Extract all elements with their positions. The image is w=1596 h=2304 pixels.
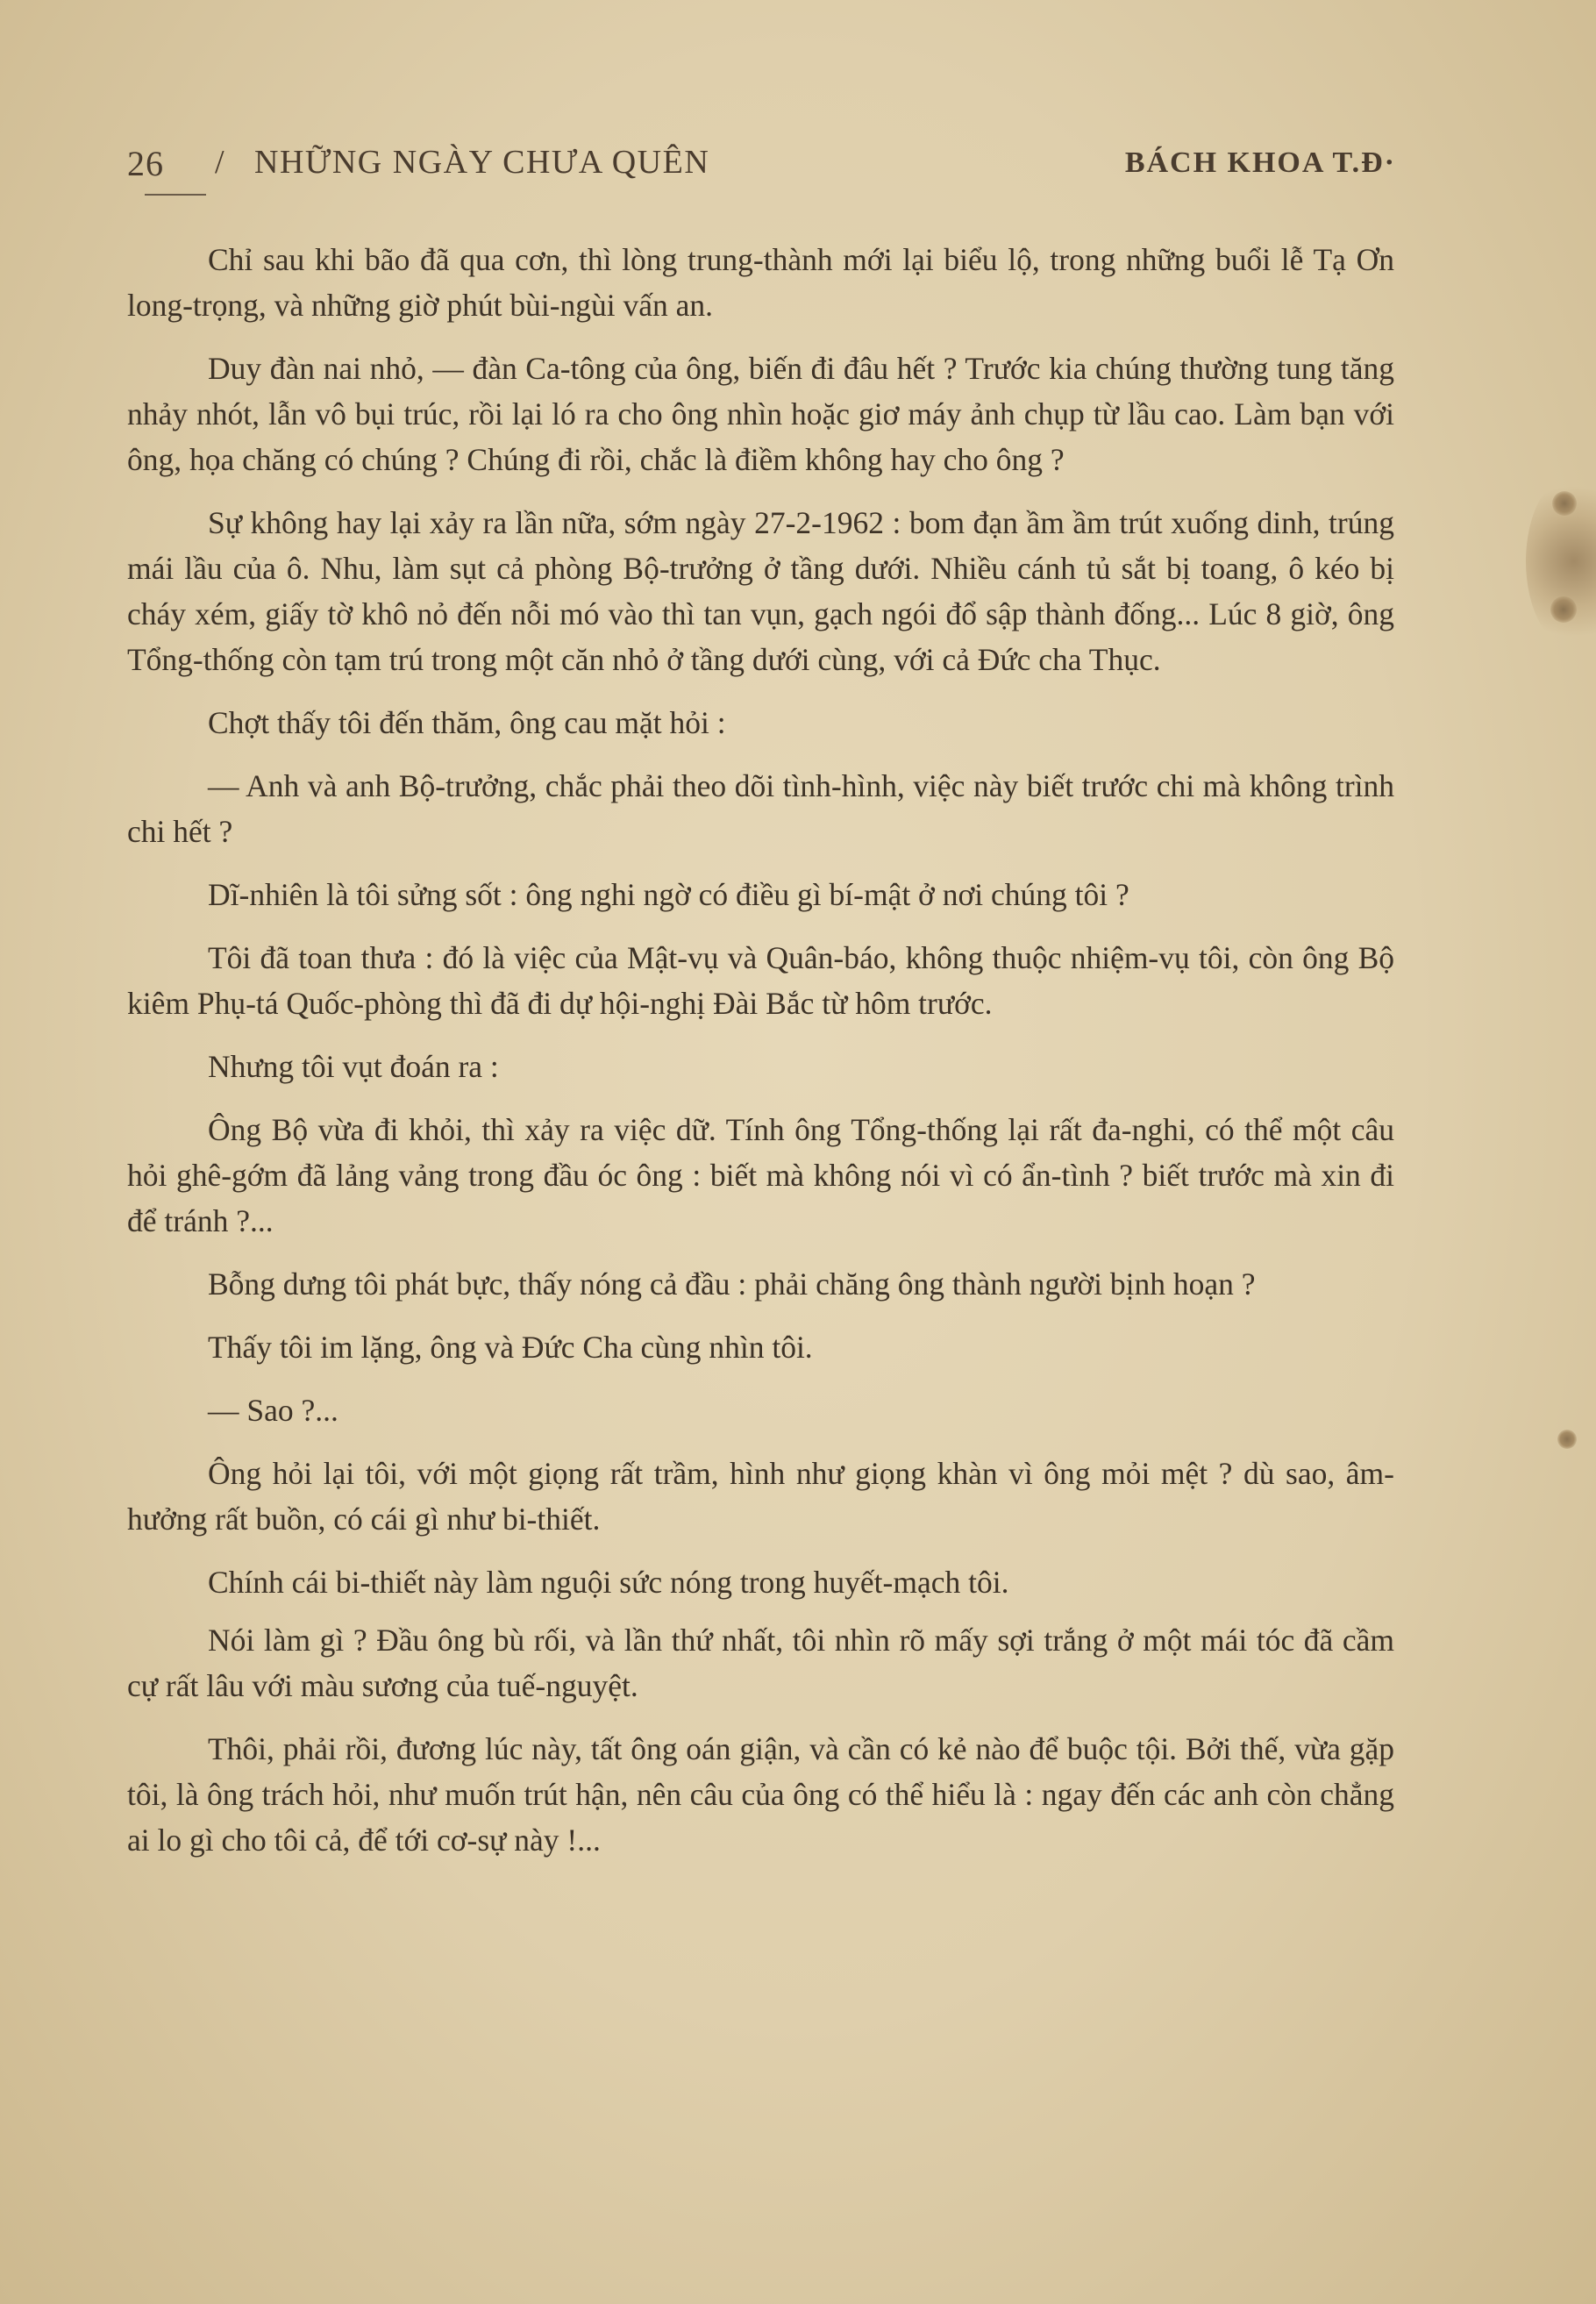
paragraph: Thấy tôi im lặng, ông và Đức Cha cùng nhìn tôi.	[208, 1330, 813, 1365]
binding-hole	[1552, 491, 1577, 516]
binding-hole	[1557, 1430, 1577, 1449]
paragraph: Nói làm gì ? Đầu ông bù rối, và lần thứ nhất, tôi nhìn rõ mấy sợi trắng ở một mái tóc đã cầm cự rất lâu với màu sương của tuế-nguyệt.	[127, 1623, 1394, 1703]
running-header	[127, 143, 1396, 196]
paragraph: Nhưng tôi vụt đoán ra :	[208, 1049, 499, 1084]
paragraph: Duy đàn nai nhỏ, — đàn Ca-tông của ông, biến đi đâu hết ? Trước kia chúng thường tung tăng nhảy nhót, lẫn vô bụi trúc, rồi lại ló ra cho ông nhìn hoặc giơ máy ảnh chụp từ lầu cao. Làm bạn với ông, họa chăng có chúng ? Chúng đi rồi, chắc là điềm không hay cho ông ?	[127, 351, 1394, 477]
publication-name: BÁCH KHOA T.Đ·	[1124, 146, 1396, 179]
paragraph: Ông Bộ vừa đi khỏi, thì xảy ra việc dữ. Tính ông Tổng-thống lại rất đa-nghi, có thể một câu hỏi ghê-gớm đã lảng vảng trong đầu óc ông : biết mà không nói vì có ẩn-tình ? biết trước mà xin đi để tránh ?...	[127, 1112, 1394, 1238]
paragraph: Chính cái bi-thiết này làm nguội sức nóng trong huyết-mạch tôi.	[208, 1565, 1009, 1600]
binding-hole	[1550, 596, 1577, 623]
header-separator: /	[215, 144, 224, 181]
body-text	[127, 237, 1394, 1880]
paragraph: Tôi đã toan thưa : đó là việc của Mật-vụ và Quân-báo, không thuộc nhiệm-vụ tôi, còn ông Bộ kiêm Phụ-tá Quốc-phòng thì đã đi dự hội-nghị Đài Bắc từ hôm trước.	[127, 940, 1394, 1021]
paragraph: — Sao ?...	[208, 1393, 338, 1428]
paragraph: Dĩ-nhiên là tôi sửng sốt : ông nghi ngờ có điều gì bí-mật ở nơi chúng tôi ?	[208, 877, 1129, 912]
paragraph: Sự không hay lại xảy ra lần nữa, sớm ngày 27-2-1962 : bom đạn ầm ầm trút xuống dinh, trúng mái lầu của ô. Nhu, làm sụt cả phòng Bộ-trưởng ở tầng dưới. Nhiều cánh tủ sắt bị toang, ô kéo bị cháy xém, giấy tờ khô nỏ đến nỗi mó vào thì tan vụn, gạch ngói đổ sập thành đống... Lúc 8 giờ, ông Tổng-thống còn tạm trú trong một căn nhỏ ở tầng dưới cùng, với cả Đức cha Thục.	[127, 505, 1394, 677]
paragraph: — Anh và anh Bộ-trưởng, chắc phải theo dõi tình-hình, việc này biết trước chi mà không trình chi hết ?	[127, 768, 1394, 849]
paragraph: Bỗng dưng tôi phát bực, thấy nóng cả đầu : phải chăng ông thành người bịnh hoạn ?	[208, 1266, 1256, 1302]
paragraph: Ông hỏi lại tôi, với một giọng rất trầm, hình như giọng khàn vì ông mỏi mệt ? dù sao, âm-hưởng rất buồn, có cái gì như bi-thiết.	[127, 1456, 1394, 1537]
book-title: NHỮNG NGÀY CHƯA QUÊN	[254, 144, 710, 181]
paragraph: Chợt thấy tôi đến thăm, ông cau mặt hỏi :	[208, 705, 726, 740]
paragraph: Chỉ sau khi bão đã qua cơn, thì lòng trung-thành mới lại biểu lộ, trong những buổi lễ Tạ Ơn long-trọng, và những giờ phút bùi-ngùi vấn an.	[127, 242, 1394, 323]
page-number: 26	[127, 144, 164, 183]
paragraph: Thôi, phải rồi, đương lúc này, tất ông oán giận, và cần có kẻ nào để buộc tội. Bởi thế, vừa gặp tôi, là ông trách hỏi, như muốn trút hận, nên câu của ông có thể hiểu là : ngay đến các anh còn chẳng ai lo gì cho tôi cả, để tới cơ-sự này !...	[127, 1731, 1394, 1858]
page-number-underline	[145, 194, 206, 196]
